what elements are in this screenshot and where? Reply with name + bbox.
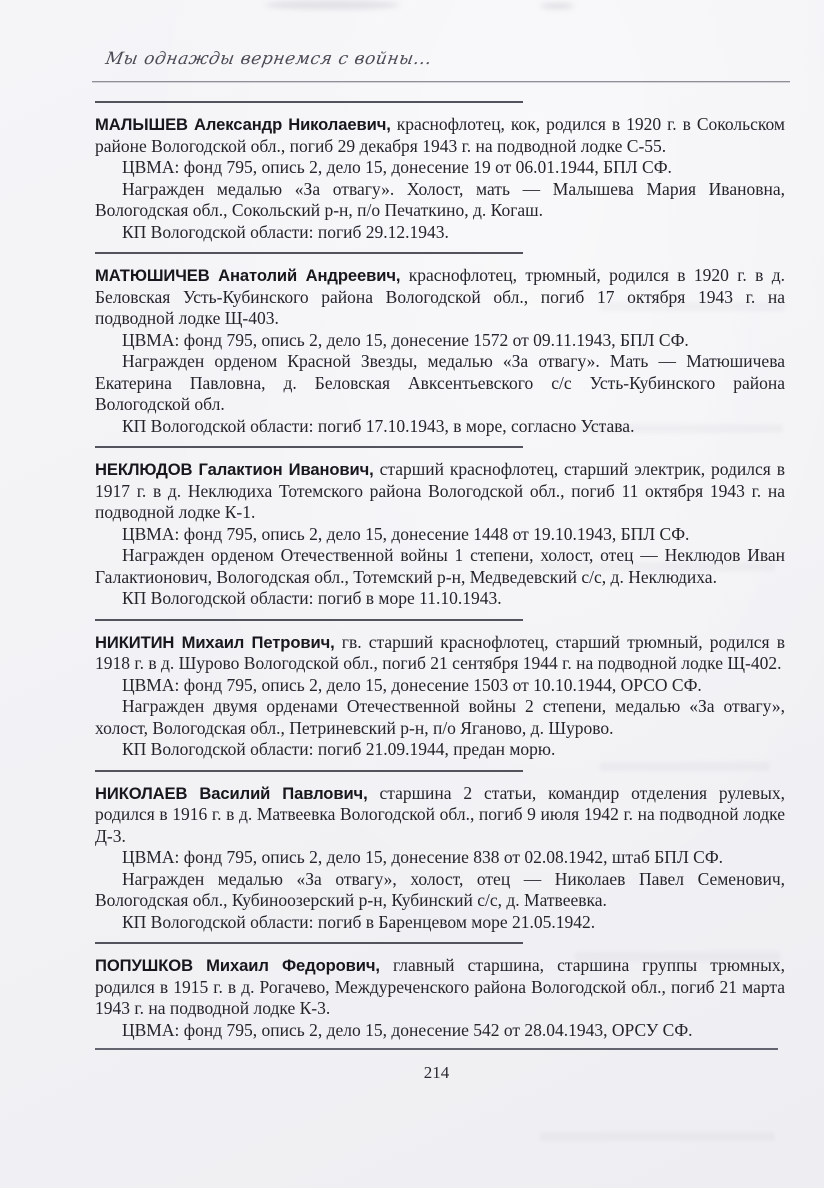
scan-edge-smudge xyxy=(540,3,574,9)
entry-first-paragraph xyxy=(95,632,785,675)
entry-separator-rule xyxy=(95,101,523,103)
entry-paragraph: Награжден двумя орденами Отечественной войны 2 степени, медалью «За отвагу», холост, Вологодская обл., Петриневский р-н, п/о Яганово, д. Шурово. xyxy=(95,696,785,738)
memorial-entry xyxy=(95,770,785,934)
entry-intro-text: краснофлотец, кок, родился в 1920 г. в Сокольском районе Вологодской обл., погиб 29 декабря 1943 г. на подводной лодке С-55. xyxy=(95,114,786,156)
entry-paragraph: ЦВМА: фонд 795, опись 2, дело 15, донесение 1503 от 10.10.1944, ОРСО СФ. xyxy=(122,674,702,695)
entry-intro-text: гв. старший краснофлотец, старший трюмный, родился в 1918 г. в д. Шурово Вологодской обл., погиб 21 сентября 1944 г. на подводной лодке Щ-402. xyxy=(95,631,785,673)
entry-paragraph: Награжден медалью «За отвагу», холост, отец — Николаев Павел Семенович, Вологодская обл., Кубиноозерский р-н, Кубинский с/с, д. Матвеевка. xyxy=(95,868,785,910)
entry-person-name: НИКОЛАЕВ Василий Павлович, xyxy=(95,783,368,803)
entry-intro-text: краснофлотец, трюмный, родился в 1920 г. в д. Беловская Усть-Кубинского района Вологодской обл., погиб 17 октября 1943 г. на подводной лодке Щ-403. xyxy=(95,265,786,328)
entry-separator-rule xyxy=(95,770,523,772)
entry-intro-text: старшина 2 статьи, командир отделения рулевых, родился в 1916 г. в д. Матвеевка Вологодской обл., погиб 9 июля 1942 г. на подводной лодке Д-3. xyxy=(95,782,785,846)
entry-paragraph: Награжден орденом Красной Звезды, медалью «За отвагу». Мать — Матюшичева Екатерина Павловна, д. Беловская Авксентьевского с/с Усть-Кубинского района Вологодской обл. xyxy=(95,351,785,414)
running-header-rule xyxy=(92,81,790,82)
bleed-through-artifact xyxy=(540,1132,775,1141)
entry-paragraph: ЦВМА: фонд 795, опись 2, дело 15, донесение 1448 от 19.10.1943, БПЛ СФ. xyxy=(122,523,690,544)
entry-paragraph: ЦВМА: фонд 795, опись 2, дело 15, донесение 19 от 06.01.1944, БПЛ СФ. xyxy=(122,157,672,177)
memorial-entry xyxy=(95,101,785,243)
entry-paragraph: КП Вологодской области: погиб 29.12.1943. xyxy=(122,221,449,242)
entry-person-name: МАТЮШИЧЕВ Анатолий Андреевич, xyxy=(95,266,401,285)
memorial-entry xyxy=(95,619,785,761)
memorial-entry xyxy=(95,446,785,610)
entry-separator-rule xyxy=(95,446,523,448)
entry-paragraph: ЦВМА: фонд 795, опись 2, дело 15, донесение 542 от 28.04.1943, ОРСУ СФ. xyxy=(122,1019,693,1040)
running-header-title: Мы однажды вернемся с войны... xyxy=(104,49,434,69)
entry-paragraph: ЦВМА: фонд 795, опись 2, дело 15, донесение 838 от 02.08.1942, штаб БПЛ СФ. xyxy=(122,847,724,867)
entry-paragraph: ЦВМА: фонд 795, опись 2, дело 15, донесение 1572 от 09.11.1943, БПЛ СФ. xyxy=(122,329,689,350)
entry-paragraph: КП Вологодской области: погиб 17.10.1943, в море, согласно Устава. xyxy=(122,415,635,436)
memorial-entry xyxy=(95,942,785,1041)
entry-paragraph: КП Вологодской области: погиб в море 11.10.1943. xyxy=(122,588,502,608)
entry-intro-text: старший краснофлотец, старший электрик, родился в 1917 г. в д. Неклюдиха Тотемского района Вологодской обл., погиб 11 октября 1943 г. на подводной лодке К-1. xyxy=(95,459,785,522)
entry-first-paragraph xyxy=(95,265,785,330)
entry-separator-rule xyxy=(95,619,523,621)
memorial-entries-list xyxy=(95,101,785,1041)
entry-intro-text: главный старшина, старшина группы трюмных, родился в 1915 г. в д. Рогачево, Междуреченского района Вологодской обл., погиб 21 марта 1943 г. на подводной лодке К-3. xyxy=(95,955,786,1018)
entry-paragraph: КП Вологодской области: погиб в Баренцевом море 21.05.1942. xyxy=(122,911,596,932)
page-body-column xyxy=(95,101,785,1083)
entry-separator-rule xyxy=(95,252,523,254)
scan-edge-smudge xyxy=(265,1,400,9)
memorial-entry xyxy=(95,252,785,437)
entry-separator-rule xyxy=(95,942,523,944)
entry-first-paragraph xyxy=(95,459,785,524)
entry-paragraph: Награжден медалью «За отвагу». Холост, мать — Малышева Мария Ивановна, Вологодская обл., Сокольский р-н, п/о Печаткино, д. Когаш. xyxy=(95,178,785,220)
entry-paragraph: КП Вологодской области: погиб 21.09.1944, предан морю. xyxy=(122,739,556,759)
entry-paragraph: Награжден орденом Отечественной войны 1 степени, холост, отец — Неклюдов Иван Галактионович, Вологодская обл., Тотемский р-н, Медведевский с/с, д. Неклюдиха. xyxy=(95,545,785,587)
entry-person-name: НЕКЛЮДОВ Галактион Иванович, xyxy=(95,460,374,479)
entry-first-paragraph xyxy=(95,114,785,157)
footer-rule xyxy=(95,1048,778,1050)
entry-first-paragraph xyxy=(95,783,785,848)
entry-person-name: ПОПУШКОВ Михаил Федорович, xyxy=(95,956,380,975)
entry-person-name: НИКИТИН Михаил Петрович, xyxy=(95,632,335,652)
entry-first-paragraph xyxy=(95,955,785,1020)
page-number: 214 xyxy=(423,1063,450,1082)
entry-person-name: МАЛЫШЕВ Александр Николаевич, xyxy=(95,115,391,134)
